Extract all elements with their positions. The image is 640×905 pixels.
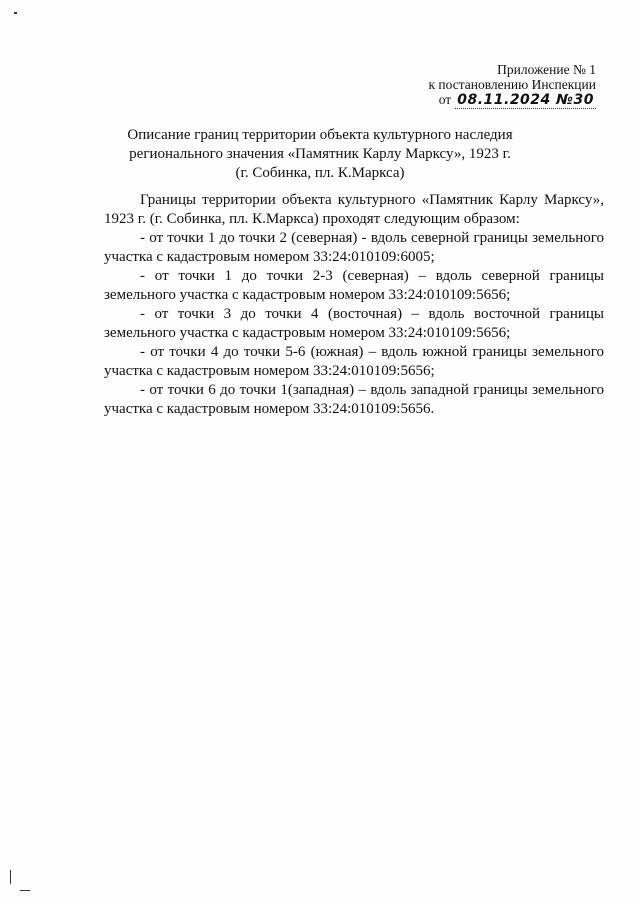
scan-mark-top-left xyxy=(14,12,17,14)
handwritten-date-number: 08.11.2024 №30 xyxy=(457,92,594,108)
boundary-item-3: - от точки 3 до точки 4 (восточная) – вдоль восточной границы земельного участка с кадастровым номером 33:24:010109:5656; xyxy=(104,306,604,341)
document-body xyxy=(104,191,604,419)
title-line-3: (г. Собинка, пл. К.Маркса) xyxy=(235,165,405,181)
title-line-1: Описание границ территории объекта культурного наследия xyxy=(127,127,513,143)
boundary-item-5: - от точки 6 до точки 1(западная) – вдоль западной границы земельного участка с кадастровым номером 33:24:010109:5656. xyxy=(104,382,604,417)
appendix-from-prefix: от xyxy=(438,92,452,107)
intro-paragraph: Границы территории объекта культурного «Памятник Карлу Марксу», 1923 г. (г. Собинка, пл. К.Маркса) проходят следующим образом: xyxy=(104,192,604,227)
appendix-date-line xyxy=(376,92,596,108)
scan-mark-bottom-left xyxy=(20,890,30,891)
appendix-number: Приложение № 1 xyxy=(497,62,596,77)
boundary-item-1: - от точки 1 до точки 2 (северная) - вдоль северной границы земельного участка с кадастровым номером 33:24:010109:6005; xyxy=(104,230,604,265)
appendix-header xyxy=(376,62,596,108)
boundary-item-4: - от точки 4 до точки 5-6 (южная) – вдоль южной границы земельного участка с кадастровым номером 33:24:010109:5656; xyxy=(104,344,604,379)
scan-mark-left-edge xyxy=(10,870,11,884)
boundary-item-2: - от точки 1 до точки 2-3 (северная) – вдоль северной границы земельного участка с кадастровым номером 33:24:010109:5656; xyxy=(104,268,604,303)
title-line-2: регионального значения «Памятник Карлу Марксу», 1923 г. xyxy=(129,146,511,162)
document-title xyxy=(110,126,530,183)
appendix-resolution-ref: к постановлению Инспекции xyxy=(428,77,596,92)
